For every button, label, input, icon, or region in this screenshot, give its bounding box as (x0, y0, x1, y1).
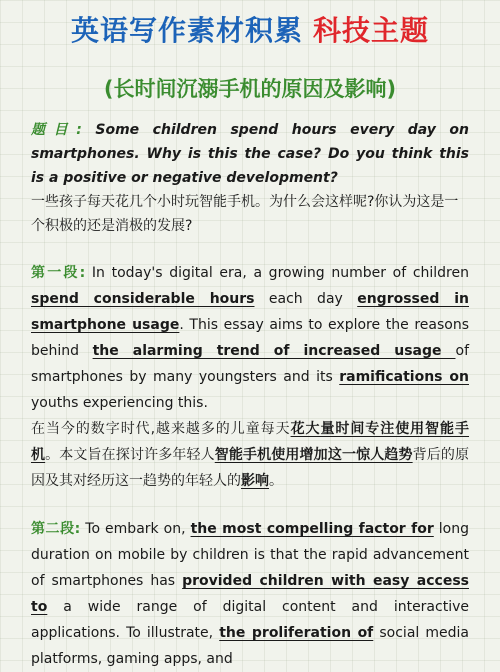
paragraph-1-en (31, 260, 469, 416)
paragraph-1-en-text-run: In today's digital era, a growing number of children (85, 265, 469, 281)
paragraph-1-cn-text-run: 在当今的数字时代,越来越多的儿童每天 (31, 421, 291, 437)
paragraph-1 (31, 260, 469, 494)
paragraph-1-cn-text-run: 。本文旨在探讨许多年轻人 (45, 447, 215, 463)
paragraph-1-cn-text-run: 背后的原因及其对经历这一趋势的年轻人的 (31, 447, 470, 489)
paragraph-1-en-text-run: . This essay aims to explore the reasons behind (31, 317, 470, 359)
question-label: 题目: (31, 122, 82, 138)
paragraph-1-cn-text-run: 。 (269, 473, 283, 489)
paragraph-2-en-text-run: social media platforms, gaming apps, and (31, 625, 469, 667)
question-en (31, 118, 469, 190)
paragraph-1-cn-key-phrase: 影响 (241, 473, 269, 489)
question-block (31, 118, 469, 238)
paragraph-2-en-text-run: long duration on mobile by children is that the rapid advancement of smartphones has (31, 521, 469, 589)
topic-title: 科技主题 (313, 14, 430, 47)
paragraph-1-label: 第一段: (31, 265, 86, 281)
paragraph-2 (31, 516, 469, 672)
page-title: 英语写作素材积累 (70, 14, 303, 47)
paragraph-1-cn (31, 416, 469, 494)
paragraph-2-en-key-phrase: provided children with easy access to (31, 573, 469, 615)
paragraph-1-en-key-phrase: spend considerable hours (31, 291, 255, 307)
question-en-text: Some children spend hours every day on smartphones. Why is this the case? Do you think this is a positive or negative development? (31, 122, 469, 186)
paragraph-1-cn-key-phrase: 花大量时间专注使用智能手机 (31, 421, 470, 463)
paragraph-1-en-key-phrase: the alarming trend of increased usage (92, 343, 456, 359)
paragraph-1-en-text-run: each day (254, 291, 358, 307)
paragraph-2-en (31, 516, 469, 672)
paragraph-1-en-key-phrase: engrossed in smartphone usage (31, 291, 469, 333)
paragraph-2-en-text-run: To embark on, (80, 521, 191, 537)
paragraph-2-label: 第二段: (31, 521, 81, 537)
paragraph-1-en-key-phrase: ramifications on (339, 369, 469, 385)
paragraph-2-en-text-run: a wide range of digital content and interactive applications. To illustrate, (31, 599, 469, 641)
paragraph-1-cn-key-phrase: 智能手机使用增加这一惊人趋势 (214, 447, 413, 463)
paragraph-1-en-text-run: youths experiencing this. (31, 395, 208, 411)
paragraph-2-en-text (31, 521, 469, 667)
paragraph-1-en-text-run: of smartphones by many youngsters and its (31, 343, 469, 385)
paragraph-2-en-key-phrase: the most compelling factor for (190, 521, 434, 537)
paragraph-1-en-text (31, 265, 469, 411)
title-row (31, 10, 469, 52)
page-subtitle: (长时间沉溺手机的原因及影响) (103, 77, 397, 101)
paragraph-2-en-key-phrase: the proliferation of (219, 625, 374, 641)
question-cn: 一些孩子每天花几个小时玩智能手机。为什么会这样呢?你认为这是一个积极的还是消极的发展? (31, 194, 459, 234)
